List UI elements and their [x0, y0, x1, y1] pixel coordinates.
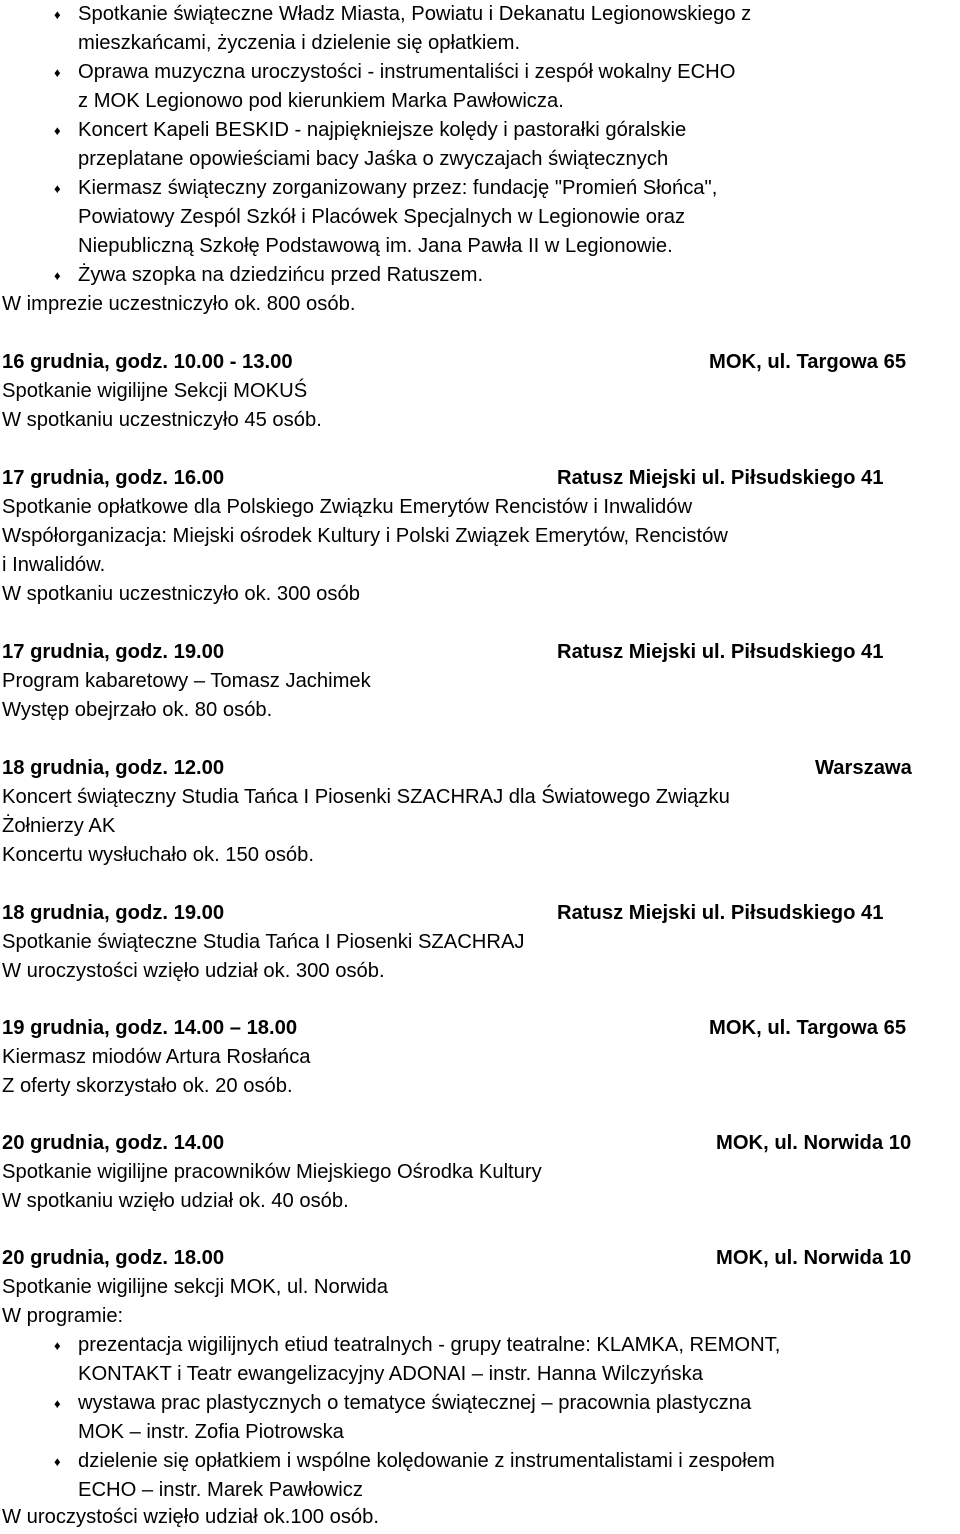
- intro-bullet-4-line-1: Kiermasz świąteczny zorganizowany przez: fundację "Promień Słońca",: [78, 177, 718, 199]
- event-date: 18 grudnia, godz. 12.00: [2, 757, 225, 779]
- event-line: Program kabaretowy – Tomasz Jachimek: [2, 670, 371, 692]
- event-place: Ratusz Miejski ul. Piłsudskiego 41: [557, 467, 884, 489]
- intro-bullet-2-line-1: Oprawa muzyczna uroczystości - instrumentaliści i zespół wokalny ECHO: [78, 61, 736, 83]
- event-line: W spotkaniu wzięło udział ok. 40 osób.: [2, 1190, 349, 1212]
- programme-bullet-3-line-2: ECHO – instr. Marek Pawłowicz: [78, 1479, 363, 1501]
- programme-summary: W uroczystości wzięło udział ok.100 osób.: [2, 1506, 379, 1528]
- event-date: 19 grudnia, godz. 14.00 – 18.00: [2, 1017, 298, 1039]
- event-line: Spotkanie wigilijne Sekcji MOKUŚ: [2, 380, 308, 402]
- event-date: 20 grudnia, godz. 14.00: [2, 1132, 225, 1154]
- event-line: Żołnierzy AK: [2, 815, 116, 837]
- event-place: MOK, ul. Norwida 10: [716, 1247, 912, 1269]
- event-place: MOK, ul. Targowa 65: [709, 351, 907, 373]
- event-date: 18 grudnia, godz. 19.00: [2, 902, 225, 924]
- bullet-icon: ♦: [54, 65, 61, 80]
- event-line: Występ obejrzało ok. 80 osób.: [2, 699, 273, 721]
- intro-bullet-2-line-2: z MOK Legionowo pod kierunkiem Marka Pawłowicza.: [78, 90, 564, 112]
- intro-bullet-4-line-3: Niepubliczną Szkołę Podstawową im. Jana Pawła II w Legionowie.: [78, 235, 673, 257]
- bullet-icon: ♦: [54, 1338, 61, 1353]
- event-line: Koncert świąteczny Studia Tańca I Piosenki SZACHRAJ dla Światowego Związku: [2, 786, 730, 808]
- intro-bullet-5-line-1: Żywa szopka na dziedzińcu przed Ratuszem.: [78, 264, 484, 286]
- bullet-icon: ♦: [54, 1454, 61, 1469]
- bullet-icon: ♦: [54, 1396, 61, 1411]
- intro-bullet-1-line-2: mieszkańcami, życzenia i dzielenie się opłatkiem.: [78, 32, 521, 54]
- event-line: Współorganizacja: Miejski ośrodek Kultury i Polski Związek Emerytów, Rencistów: [2, 525, 728, 547]
- event-date: 20 grudnia, godz. 18.00: [2, 1247, 225, 1269]
- programme-bullet-1-line-1: prezentacja wigilijnych etiud teatralnych - grupy teatralne: KLAMKA, REMONT,: [78, 1334, 781, 1356]
- intro-bullet-1-line-1: Spotkanie świąteczne Władz Miasta, Powiatu i Dekanatu Legionowskiego z: [78, 3, 752, 25]
- programme-bullet-2-line-1: wystawa prac plastycznych o tematyce świątecznej – pracownia plastyczna: [78, 1392, 752, 1414]
- event-place: Warszawa: [815, 757, 912, 779]
- intro-summary: W imprezie uczestniczyło ok. 800 osób.: [2, 293, 356, 315]
- event-line: Z oferty skorzystało ok. 20 osób.: [2, 1075, 293, 1097]
- event-date: 17 grudnia, godz. 19.00: [2, 641, 225, 663]
- event-line: Kiermasz miodów Artura Rosłańca: [2, 1046, 311, 1068]
- event-date: 16 grudnia, godz. 10.00 - 13.00: [2, 351, 293, 373]
- event-line: W uroczystości wzięło udział ok. 300 osób.: [2, 960, 385, 982]
- programme-bullet-1-line-2: KONTAKT i Teatr ewangelizacyjny ADONAI – instr. Hanna Wilczyńska: [78, 1363, 703, 1385]
- event-line: Spotkanie wigilijne sekcji MOK, ul. Norwida: [2, 1276, 388, 1298]
- programme-bullet-2-line-2: MOK – instr. Zofia Piotrowska: [78, 1421, 344, 1443]
- bullet-icon: ♦: [54, 7, 61, 22]
- event-place: MOK, ul. Targowa 65: [709, 1017, 907, 1039]
- intro-bullet-3-line-2: przeplatane opowieściami bacy Jaśka o zwyczajach świątecznych: [78, 148, 669, 170]
- bullet-icon: ♦: [54, 181, 61, 196]
- event-line: W spotkaniu uczestniczyło ok. 300 osób: [2, 583, 360, 605]
- intro-bullet-4-line-2: Powiatowy Zespól Szkół i Placówek Specjalnych w Legionowie oraz: [78, 206, 686, 228]
- intro-bullet-3-line-1: Koncert Kapeli BESKID - najpiękniejsze kolędy i pastorałki góralskie: [78, 119, 687, 141]
- event-place: MOK, ul. Norwida 10: [716, 1132, 912, 1154]
- bullet-icon: ♦: [54, 268, 61, 283]
- event-line: W programie:: [2, 1305, 124, 1327]
- event-place: Ratusz Miejski ul. Piłsudskiego 41: [557, 902, 884, 924]
- bullet-icon: ♦: [54, 123, 61, 138]
- event-date: 17 grudnia, godz. 16.00: [2, 467, 225, 489]
- event-line: Koncertu wysłuchało ok. 150 osób.: [2, 844, 314, 866]
- event-place: Ratusz Miejski ul. Piłsudskiego 41: [557, 641, 884, 663]
- event-line: i Inwalidów.: [2, 554, 106, 576]
- event-line: W spotkaniu uczestniczyło 45 osób.: [2, 409, 322, 431]
- event-line: Spotkanie opłatkowe dla Polskiego Związku Emerytów Rencistów i Inwalidów: [2, 496, 693, 518]
- programme-bullet-3-line-1: dzielenie się opłatkiem i wspólne kolędowanie z instrumentalistami i zespołem: [78, 1450, 775, 1472]
- event-line: Spotkanie świąteczne Studia Tańca I Piosenki SZACHRAJ: [2, 931, 525, 953]
- event-line: Spotkanie wigilijne pracowników Miejskiego Ośrodka Kultury: [2, 1161, 542, 1183]
